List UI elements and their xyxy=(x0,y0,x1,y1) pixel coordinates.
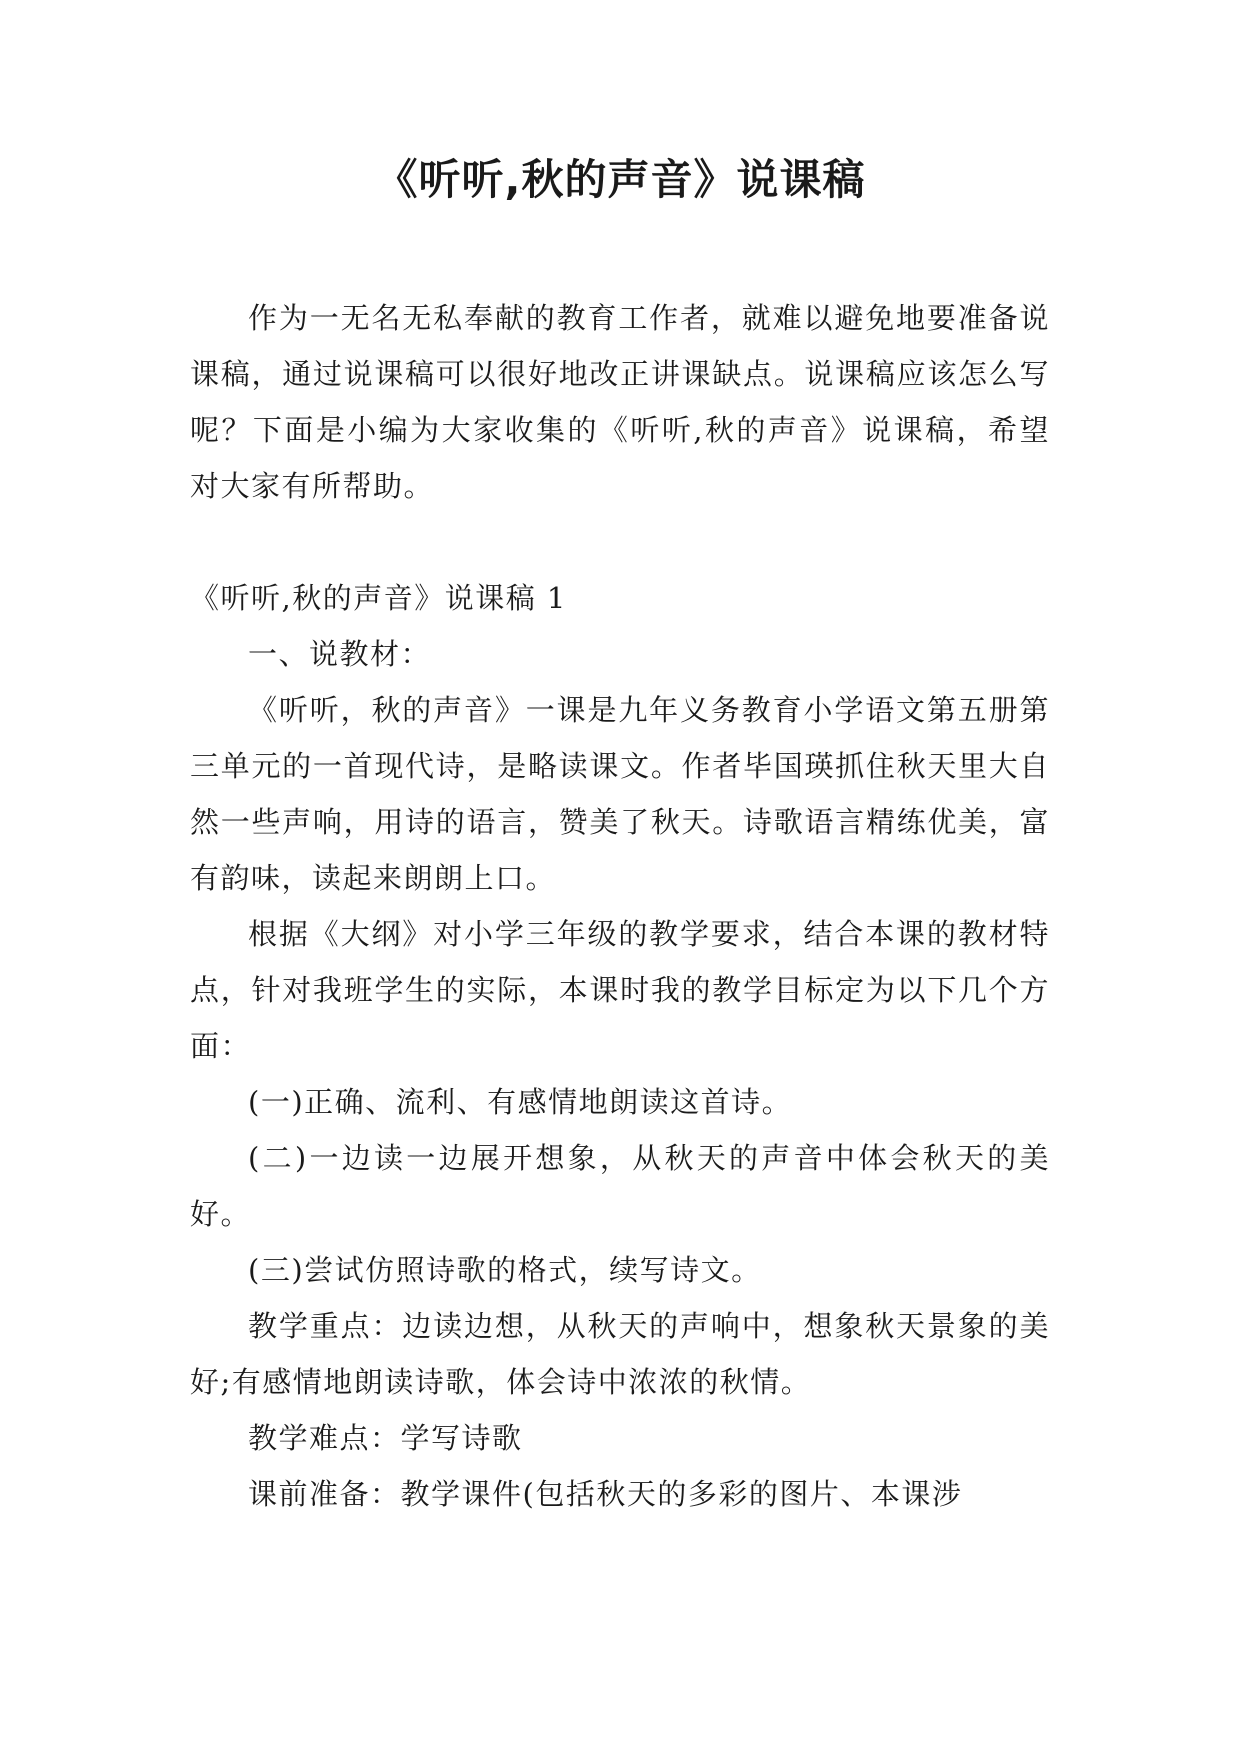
paragraph-spacer xyxy=(190,514,1050,570)
body-paragraph: (二)一边读一边展开想象，从秋天的声音中体会秋天的美好。 xyxy=(190,1141,1050,1231)
document-body xyxy=(190,290,1050,1522)
body-paragraph: 一、说教材： xyxy=(248,637,432,671)
section-heading: 《听听,秋的声音》说课稿 1 xyxy=(190,581,567,615)
document-title: 《听听,秋的声音》说课稿 xyxy=(375,155,866,204)
body-paragraph: 根据《大纲》对小学三年级的教学要求，结合本课的教材特点，针对我班学生的实际，本课时我的教学目标定为以下几个方面： xyxy=(190,917,1050,1063)
body-paragraph: 课前准备：教学课件(包括秋天的多彩的图片、本课涉 xyxy=(248,1477,963,1511)
intro-paragraph: 作为一无名无私奉献的教育工作者，就难以避免地要准备说课稿，通过说课稿可以很好地改正讲课缺点。说课稿应该怎么写呢？下面是小编为大家收集的《听听,秋的声音》说课稿，希望对大家有所帮助。 xyxy=(190,301,1050,503)
body-paragraph: (一)正确、流利、有感情地朗读这首诗。 xyxy=(248,1085,793,1119)
body-paragraph: 教学重点：边读边想，从秋天的声响中，想象秋天景象的美好;有感情地朗读诗歌，体会诗中浓浓的秋情。 xyxy=(190,1309,1050,1399)
body-paragraph: (三)尝试仿照诗歌的格式，续写诗文。 xyxy=(248,1253,762,1287)
body-paragraph: 《听听，秋的声音》一课是九年义务教育小学语文第五册第三单元的一首现代诗，是略读课文。作者毕国瑛抓住秋天里大自然一些声响，用诗的语言，赞美了秋天。诗歌语言精练优美，富有韵味，读起来朗朗上口。 xyxy=(190,693,1050,895)
body-paragraph: 教学难点：学写诗歌 xyxy=(248,1421,523,1455)
